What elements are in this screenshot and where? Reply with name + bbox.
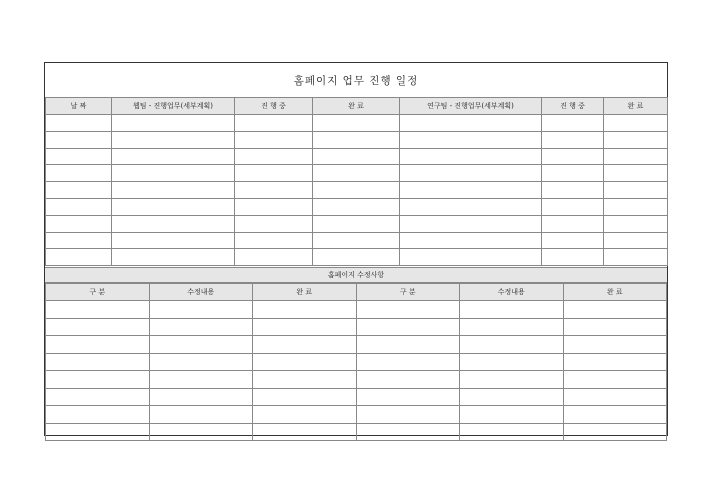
table-cell[interactable] xyxy=(149,318,253,336)
table-cell[interactable] xyxy=(542,115,604,132)
table-cell[interactable] xyxy=(235,249,313,266)
table-cell[interactable] xyxy=(542,232,604,249)
table-cell[interactable] xyxy=(400,115,542,132)
table-cell[interactable] xyxy=(400,249,542,266)
table-cell[interactable] xyxy=(313,182,400,199)
table-cell[interactable] xyxy=(235,215,313,232)
table-cell[interactable] xyxy=(46,232,112,249)
table-row xyxy=(46,406,667,424)
table-cell[interactable] xyxy=(356,388,460,406)
table-cell[interactable] xyxy=(563,336,667,354)
table-row xyxy=(46,249,668,266)
sheet-title: 홈페이지 업무 진행 일정 xyxy=(45,63,667,98)
table-cell[interactable] xyxy=(112,165,235,182)
table-cell[interactable] xyxy=(149,388,253,406)
table-cell[interactable] xyxy=(112,215,235,232)
table-cell[interactable] xyxy=(542,165,604,182)
header-category: 구 분 xyxy=(46,284,150,301)
header-date: 날 짜 xyxy=(46,98,112,115)
table-cell[interactable] xyxy=(46,318,150,336)
table-cell[interactable] xyxy=(149,336,253,354)
table-cell[interactable] xyxy=(46,115,112,132)
table-cell[interactable] xyxy=(356,371,460,389)
table-cell[interactable] xyxy=(400,165,542,182)
table-cell[interactable] xyxy=(542,249,604,266)
table-cell[interactable] xyxy=(356,406,460,424)
table-row xyxy=(46,371,667,389)
table-row xyxy=(46,115,668,132)
header-complete: 완 료 xyxy=(604,98,668,115)
table-cell[interactable] xyxy=(356,301,460,319)
table-cell[interactable] xyxy=(112,182,235,199)
table-cell[interactable] xyxy=(604,182,668,199)
table-cell[interactable] xyxy=(46,131,112,148)
table-cell[interactable] xyxy=(313,165,400,182)
table-cell[interactable] xyxy=(235,198,313,215)
table-cell[interactable] xyxy=(400,198,542,215)
table-row xyxy=(46,318,667,336)
table-cell[interactable] xyxy=(313,215,400,232)
header-complete: 완 료 xyxy=(313,98,400,115)
table-cell[interactable] xyxy=(460,301,564,319)
table-header-row xyxy=(46,284,667,301)
table-cell[interactable] xyxy=(604,131,668,148)
table-cell[interactable] xyxy=(604,148,668,165)
table-row xyxy=(46,353,667,371)
header-revision-content: 수정내용 xyxy=(460,284,564,301)
table-cell[interactable] xyxy=(400,232,542,249)
table-cell[interactable] xyxy=(400,215,542,232)
table-cell[interactable] xyxy=(46,148,112,165)
table-row xyxy=(46,423,667,441)
table-row xyxy=(46,388,667,406)
table-cell[interactable] xyxy=(400,182,542,199)
table-cell[interactable] xyxy=(313,115,400,132)
table-cell[interactable] xyxy=(149,353,253,371)
table-cell[interactable] xyxy=(604,115,668,132)
table-row xyxy=(46,198,668,215)
table-cell[interactable] xyxy=(604,165,668,182)
table-cell[interactable] xyxy=(356,353,460,371)
table-cell[interactable] xyxy=(46,336,150,354)
table-cell[interactable] xyxy=(460,336,564,354)
table-cell[interactable] xyxy=(542,148,604,165)
table-cell[interactable] xyxy=(460,318,564,336)
table-cell[interactable] xyxy=(563,406,667,424)
header-web-team-task: 웹팀 - 진행업무(세부계획) xyxy=(112,98,235,115)
table-cell[interactable] xyxy=(542,215,604,232)
work-progress-table xyxy=(45,97,668,266)
table-cell[interactable] xyxy=(253,406,357,424)
table-cell[interactable] xyxy=(235,115,313,132)
table-cell[interactable] xyxy=(356,336,460,354)
table-cell[interactable] xyxy=(253,353,357,371)
table-cell[interactable] xyxy=(356,318,460,336)
table-cell[interactable] xyxy=(46,198,112,215)
revision-table xyxy=(45,283,667,441)
table-cell[interactable] xyxy=(253,423,357,441)
table-cell[interactable] xyxy=(149,423,253,441)
table-cell[interactable] xyxy=(563,423,667,441)
header-complete: 완 료 xyxy=(253,284,357,301)
table-cell[interactable] xyxy=(112,232,235,249)
table-cell[interactable] xyxy=(400,131,542,148)
table-cell[interactable] xyxy=(542,198,604,215)
table-row xyxy=(46,182,668,199)
table-cell[interactable] xyxy=(563,318,667,336)
table-cell[interactable] xyxy=(460,353,564,371)
table-cell[interactable] xyxy=(356,423,460,441)
header-revision-content: 수정내용 xyxy=(149,284,253,301)
table-row xyxy=(46,232,668,249)
table-cell[interactable] xyxy=(112,198,235,215)
table-cell[interactable] xyxy=(604,198,668,215)
table-cell[interactable] xyxy=(112,249,235,266)
table-cell[interactable] xyxy=(563,301,667,319)
table-cell[interactable] xyxy=(46,215,112,232)
table-cell[interactable] xyxy=(542,182,604,199)
table-cell[interactable] xyxy=(313,131,400,148)
table-cell[interactable] xyxy=(542,131,604,148)
table-cell[interactable] xyxy=(46,301,150,319)
table-cell[interactable] xyxy=(253,371,357,389)
work-progress-body xyxy=(46,115,668,266)
table-cell[interactable] xyxy=(400,148,542,165)
table-cell[interactable] xyxy=(46,182,112,199)
schedule-sheet xyxy=(44,62,668,436)
table-cell[interactable] xyxy=(313,148,400,165)
table-row xyxy=(46,165,668,182)
table-cell[interactable] xyxy=(460,406,564,424)
table-cell[interactable] xyxy=(112,115,235,132)
header-complete: 완 료 xyxy=(563,284,667,301)
table-cell[interactable] xyxy=(253,301,357,319)
table-cell[interactable] xyxy=(149,406,253,424)
table-cell[interactable] xyxy=(46,423,150,441)
table-row xyxy=(46,301,667,319)
table-cell[interactable] xyxy=(235,148,313,165)
table-cell[interactable] xyxy=(563,371,667,389)
table-cell[interactable] xyxy=(460,388,564,406)
table-cell[interactable] xyxy=(313,232,400,249)
table-cell[interactable] xyxy=(46,406,150,424)
table-cell[interactable] xyxy=(46,249,112,266)
table-cell[interactable] xyxy=(46,165,112,182)
table-cell[interactable] xyxy=(313,249,400,266)
table-cell[interactable] xyxy=(253,318,357,336)
table-cell[interactable] xyxy=(604,215,668,232)
table-cell[interactable] xyxy=(253,336,357,354)
table-cell[interactable] xyxy=(149,371,253,389)
table-cell[interactable] xyxy=(604,232,668,249)
table-cell[interactable] xyxy=(563,353,667,371)
table-cell[interactable] xyxy=(235,165,313,182)
table-cell[interactable] xyxy=(235,182,313,199)
header-category: 구 분 xyxy=(356,284,460,301)
header-in-progress: 진 행 중 xyxy=(542,98,604,115)
revision-body xyxy=(46,301,667,441)
table-row xyxy=(46,336,667,354)
table-cell[interactable] xyxy=(112,131,235,148)
table-cell[interactable] xyxy=(235,131,313,148)
table-cell[interactable] xyxy=(460,371,564,389)
table-cell[interactable] xyxy=(313,198,400,215)
table-row xyxy=(46,131,668,148)
table-row xyxy=(46,215,668,232)
header-research-team-task: 연구팀 - 진행업무(세부계획) xyxy=(400,98,542,115)
section-title: 홈페이지 수정사항 xyxy=(45,267,667,283)
table-cell[interactable] xyxy=(235,232,313,249)
table-cell[interactable] xyxy=(149,301,253,319)
table-cell[interactable] xyxy=(46,353,150,371)
table-cell[interactable] xyxy=(46,388,150,406)
table-header-row xyxy=(46,98,668,115)
table-cell[interactable] xyxy=(563,388,667,406)
table-cell[interactable] xyxy=(46,371,150,389)
header-in-progress: 진 행 중 xyxy=(235,98,313,115)
table-cell[interactable] xyxy=(460,423,564,441)
table-cell[interactable] xyxy=(112,148,235,165)
table-cell[interactable] xyxy=(604,249,668,266)
table-row xyxy=(46,148,668,165)
table-cell[interactable] xyxy=(253,388,357,406)
